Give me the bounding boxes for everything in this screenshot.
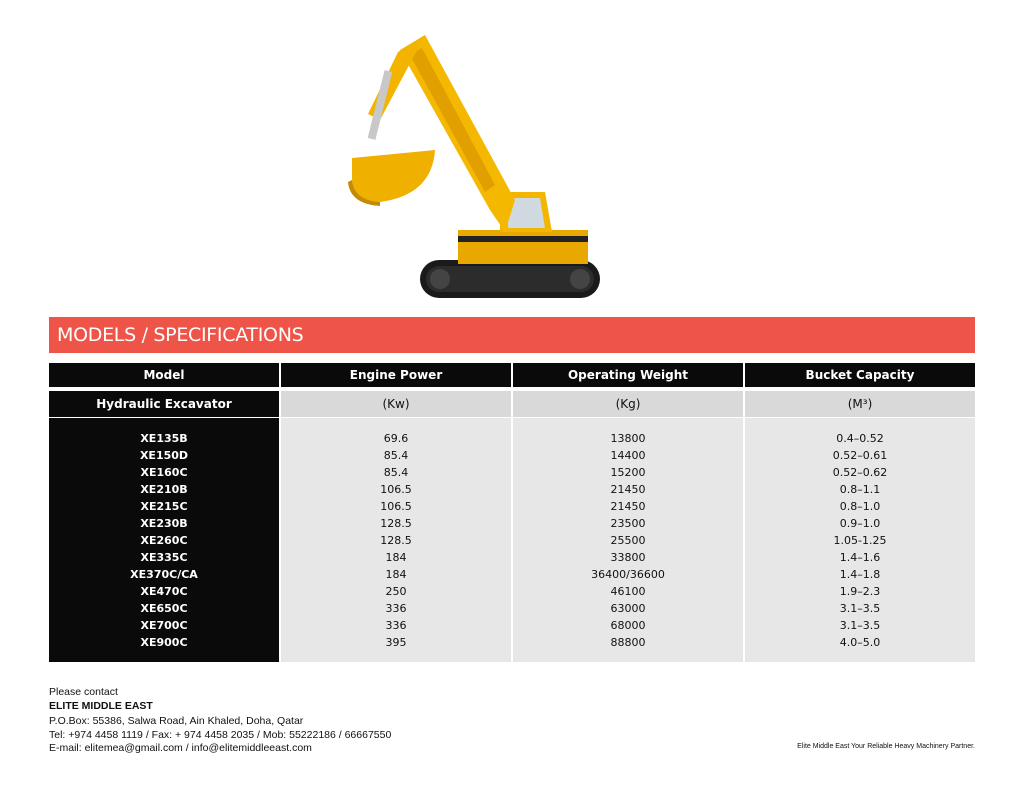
- operating-weight-cell: 13800: [610, 432, 646, 445]
- operating-weight-column: [513, 418, 743, 662]
- header-bucket-capacity: Bucket Capacity: [745, 363, 975, 387]
- operating-weight-cell: 25500: [610, 534, 646, 547]
- operating-weight-cell: 33800: [610, 551, 646, 564]
- model-cell: XE335C: [140, 551, 188, 564]
- operating-weight-cell: 14400: [610, 449, 646, 462]
- operating-weight-cell: 23500: [610, 517, 646, 530]
- operating-weight-cell: 88800: [610, 636, 646, 649]
- engine-power-cell: 336: [385, 602, 407, 615]
- operating-weight-cell: 63000: [610, 602, 646, 615]
- bucket-capacity-cell: 1.4–1.6: [839, 551, 881, 564]
- bucket-capacity-column: [745, 418, 975, 662]
- contact-email: E-mail: elitemea@gmail.com / info@elitemiddleeast.com: [49, 742, 312, 754]
- bucket-capacity-cell: 0.52–0.62: [832, 466, 888, 479]
- model-cell: XE650C: [140, 602, 188, 615]
- header-operating-weight: Operating Weight: [513, 363, 743, 387]
- bucket-capacity-cell: 0.4–0.52: [836, 432, 884, 445]
- contact-phones: Tel: +974 4458 1119 / Fax: + 974 4458 2035 / Mob: 55222186 / 66667550: [49, 728, 392, 741]
- contact-block: [49, 686, 391, 756]
- engine-power-cell: 184: [385, 551, 407, 564]
- bucket-capacity-cell: 1.9–2.3: [839, 585, 881, 598]
- section-banner: [49, 317, 975, 353]
- model-cell: XE210B: [140, 483, 188, 496]
- model-cell: XE370C/CA: [130, 568, 198, 581]
- engine-power-column: [281, 418, 511, 662]
- bucket-capacity-cell: 1.4–1.8: [839, 568, 881, 581]
- engine-power-cell: 250: [385, 585, 407, 598]
- section-title: MODELS / SPECIFICATIONS: [57, 324, 304, 346]
- operating-weight-cell: 46100: [610, 585, 646, 598]
- contact-address: P.O.Box: 55386, Salwa Road, Ain Khaled, Doha, Qatar: [49, 715, 304, 727]
- bucket-capacity-cell: 0.8–1.1: [839, 483, 881, 496]
- engine-power-cell: 336: [385, 619, 407, 632]
- bucket-capacity-cell: 1.05-1.25: [833, 534, 887, 547]
- model-cell: XE160C: [140, 466, 188, 479]
- operating-weight-cell: 21450: [610, 483, 646, 496]
- engine-power-cell: 184: [385, 568, 407, 581]
- engine-power-cell: 106.5: [380, 500, 412, 513]
- bucket-capacity-cell: 0.9–1.0: [839, 517, 881, 530]
- operating-weight-cell: 68000: [610, 619, 646, 632]
- model-cell: XE215C: [140, 500, 188, 513]
- subheader-type: Hydraulic Excavator: [49, 391, 279, 417]
- model-cell: XE150D: [139, 449, 189, 462]
- engine-power-cell: 128.5: [380, 534, 412, 547]
- engine-power-cell: 128.5: [380, 517, 412, 530]
- operating-weight-cell: 36400/36600: [591, 568, 665, 581]
- engine-power-cell: 69.6: [383, 432, 409, 445]
- model-cell: XE230B: [140, 517, 188, 530]
- tagline: Elite Middle East Your Reliable Heavy Machinery Partner.: [797, 743, 975, 750]
- model-cell: XE700C: [140, 619, 188, 632]
- header-model: Model: [49, 363, 279, 387]
- engine-power-cell: 395: [385, 636, 407, 649]
- subheader-kg: (Kg): [513, 391, 743, 417]
- engine-power-cell: 106.5: [380, 483, 412, 496]
- excavator-image: [340, 10, 620, 305]
- engine-power-cell: 85.4: [383, 466, 409, 479]
- model-cell: XE470C: [140, 585, 188, 598]
- bucket-capacity-cell: 3.1–3.5: [839, 619, 881, 632]
- subheader-kw: (Kw): [281, 391, 511, 417]
- model-cell: XE260C: [140, 534, 188, 547]
- model-cell: XE135B: [140, 432, 188, 445]
- operating-weight-cell: 15200: [610, 466, 646, 479]
- bucket-capacity-cell: 0.8–1.0: [839, 500, 881, 513]
- bucket-capacity-cell: 4.0–5.0: [839, 636, 881, 649]
- bucket-capacity-cell: 3.1–3.5: [839, 602, 881, 615]
- header-engine-power: Engine Power: [281, 363, 511, 387]
- model-cell: XE900C: [140, 636, 188, 649]
- engine-power-cell: 85.4: [383, 449, 409, 462]
- company-name: ELITE MIDDLE EAST: [49, 699, 153, 712]
- operating-weight-cell: 21450: [610, 500, 646, 513]
- contact-intro: Please contact: [49, 686, 118, 698]
- bucket-capacity-cell: 0.52–0.61: [832, 449, 888, 462]
- subheader-m3: (M³): [745, 391, 975, 417]
- model-column: [49, 418, 279, 662]
